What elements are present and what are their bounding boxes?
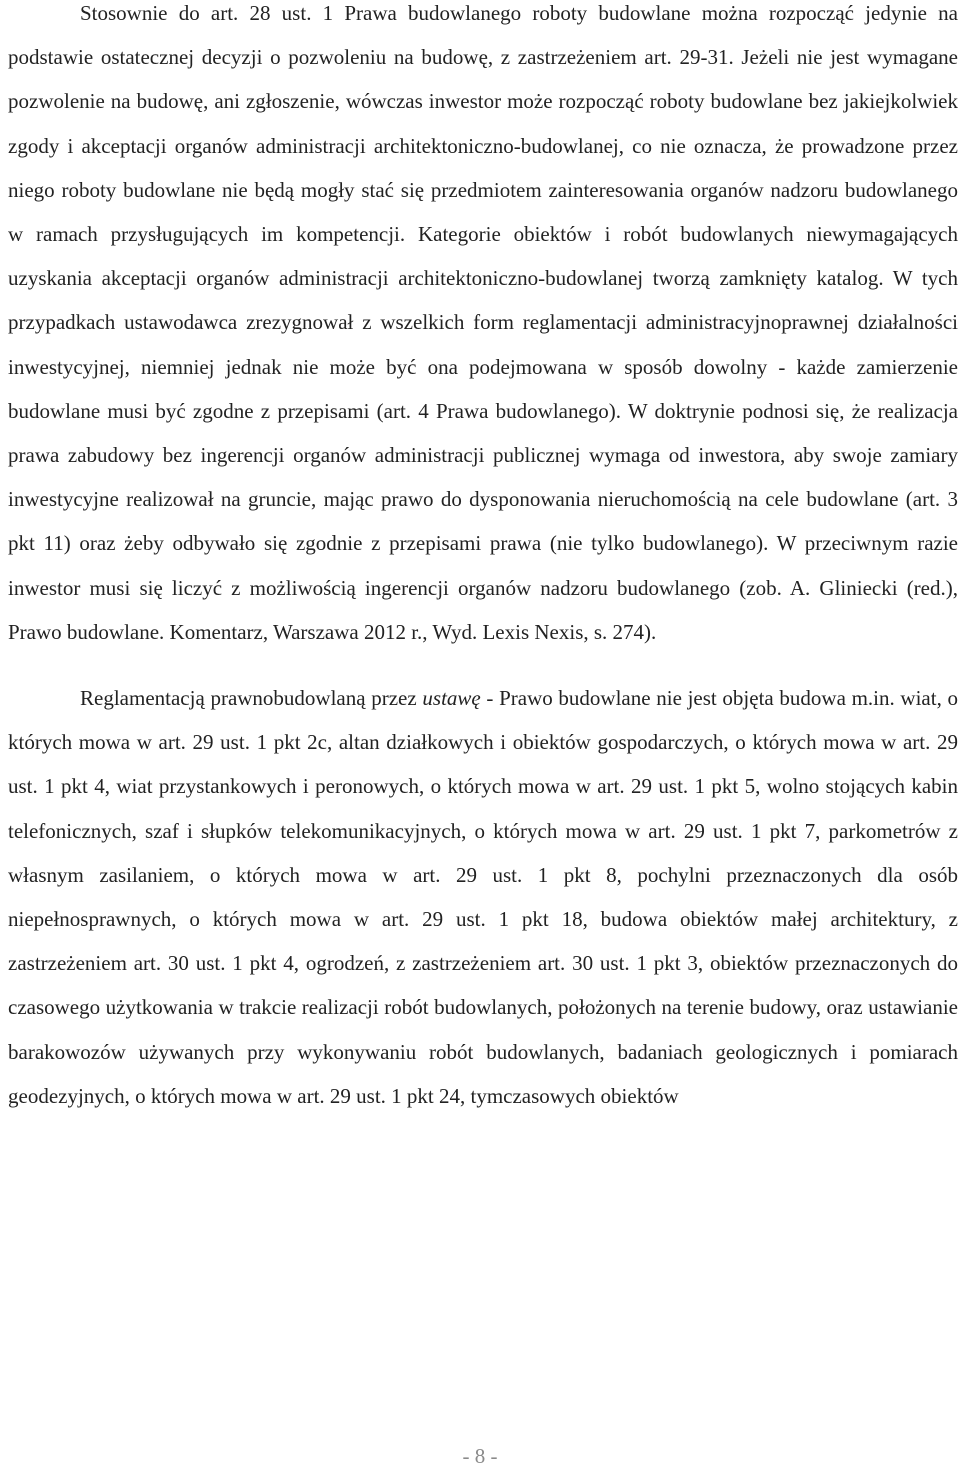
paragraph-text: Stosownie do art. 28 ust. 1 Prawa budowlanego roboty budowlane można rozpocząć jedynie na podstawie ostatecznej decyzji o pozwoleniu na budowę, z zastrzeżeniem art. 29-31. Jeżeli nie jest wymagane pozwolenie na budowę, ani zgłoszenie, wówczas inwestor może rozpocząć roboty budowlane bez jakiejkolwiek zgody i akceptacji organów administracji architektoniczno-budowlanej, co nie oznacza, że prowadzone przez niego roboty budowlane nie będą mogły stać się przedmiotem zainteresowania organów nadzoru budowlanego w ramach przysługujących im kompetencji. Kategorie obiektów i robót budowlanych niewymagających uzyskania akceptacji organów administracji architektoniczno-budowlanej tworzą zamknięty katalog. W tych przypadkach ustawodawca zrezygnował z wszelkich form reglamentacji administracyjnoprawnej działalności inwestycyjnej, niemniej jednak nie może być ona podejmowana w sposób dowolny - każde zamierzenie budowlane musi być zgodne z przepisami (art. 4 Prawa budowlanego). W doktrynie podnosi się, że realizacja prawa zabudowy bez ingerencji organów administracji publicznej wymaga od inwestora, aby swoje zamiary inwestycyjne realizował na gruncie, mając prawo do dysponowania nieruchomością na cele budowlane (art. 3 pkt 11) oraz żeby odbywało się zgodnie z przepisami prawa (nie tylko budowlanego). W przeciwnym razie inwestor musi się liczyć z możliwością ingerencji organów nadzoru budowlanego (zob. A. Gliniecki (red.), Prawo budowlane. Komentarz, Warszawa 2012 r., Wyd. Lexis Nexis, s. 274).: [8, 1, 958, 644]
page-number: - 8 -: [462, 1444, 498, 1468]
italic-term-ustawe: ustawę: [422, 686, 481, 711]
paragraph-text: - Prawo budowlane nie jest objęta budowa m.in. wiat, o których mowa w art. 29 ust. 1 pkt 2c, altan działkowych i obiektów gospodarczych, o których mowa w art. 29 ust. 1 pkt 4, wiat przystankowych i peronowych, o których mowa w art. 29 ust. 1 pkt 5, wolno stojących kabin telefonicznych, szaf i słupków telekomunikacyjnych, o których mowa w art. 29 ust. 1 pkt 7, parkometrów z własnym zasilaniem, o których mowa w art. 29 ust. 1 pkt 8, pochylni przeznaczonych dla osób niepełnosprawnych, o których mowa w art. 29 ust. 1 pkt 18, budowa obiektów małej architektury, z zastrzeżeniem art. 30 ust. 1 pkt 4, ogrodzeń, z zastrzeżeniem art. 30 ust. 1 pkt 3, obiektów przeznaczonych do czasowego użytkowania w trakcie realizacji robót budowlanych, położonych na terenie budowy, oraz ustawianie barakowozów używanych przy wykonywaniu robót budowlanych, badaniach geologicznych i pomiarach geodezyjnych, o których mowa w art. 29 ust. 1 pkt 24, tymczasowych obiektów: [8, 686, 958, 1108]
paragraph-text: Reglamentacją prawnobudowlaną przez: [80, 686, 423, 711]
document-page: [8, 0, 958, 1118]
paragraph-regulation-scope: [8, 676, 958, 1118]
paragraph-building-works-start: [8, 0, 958, 654]
